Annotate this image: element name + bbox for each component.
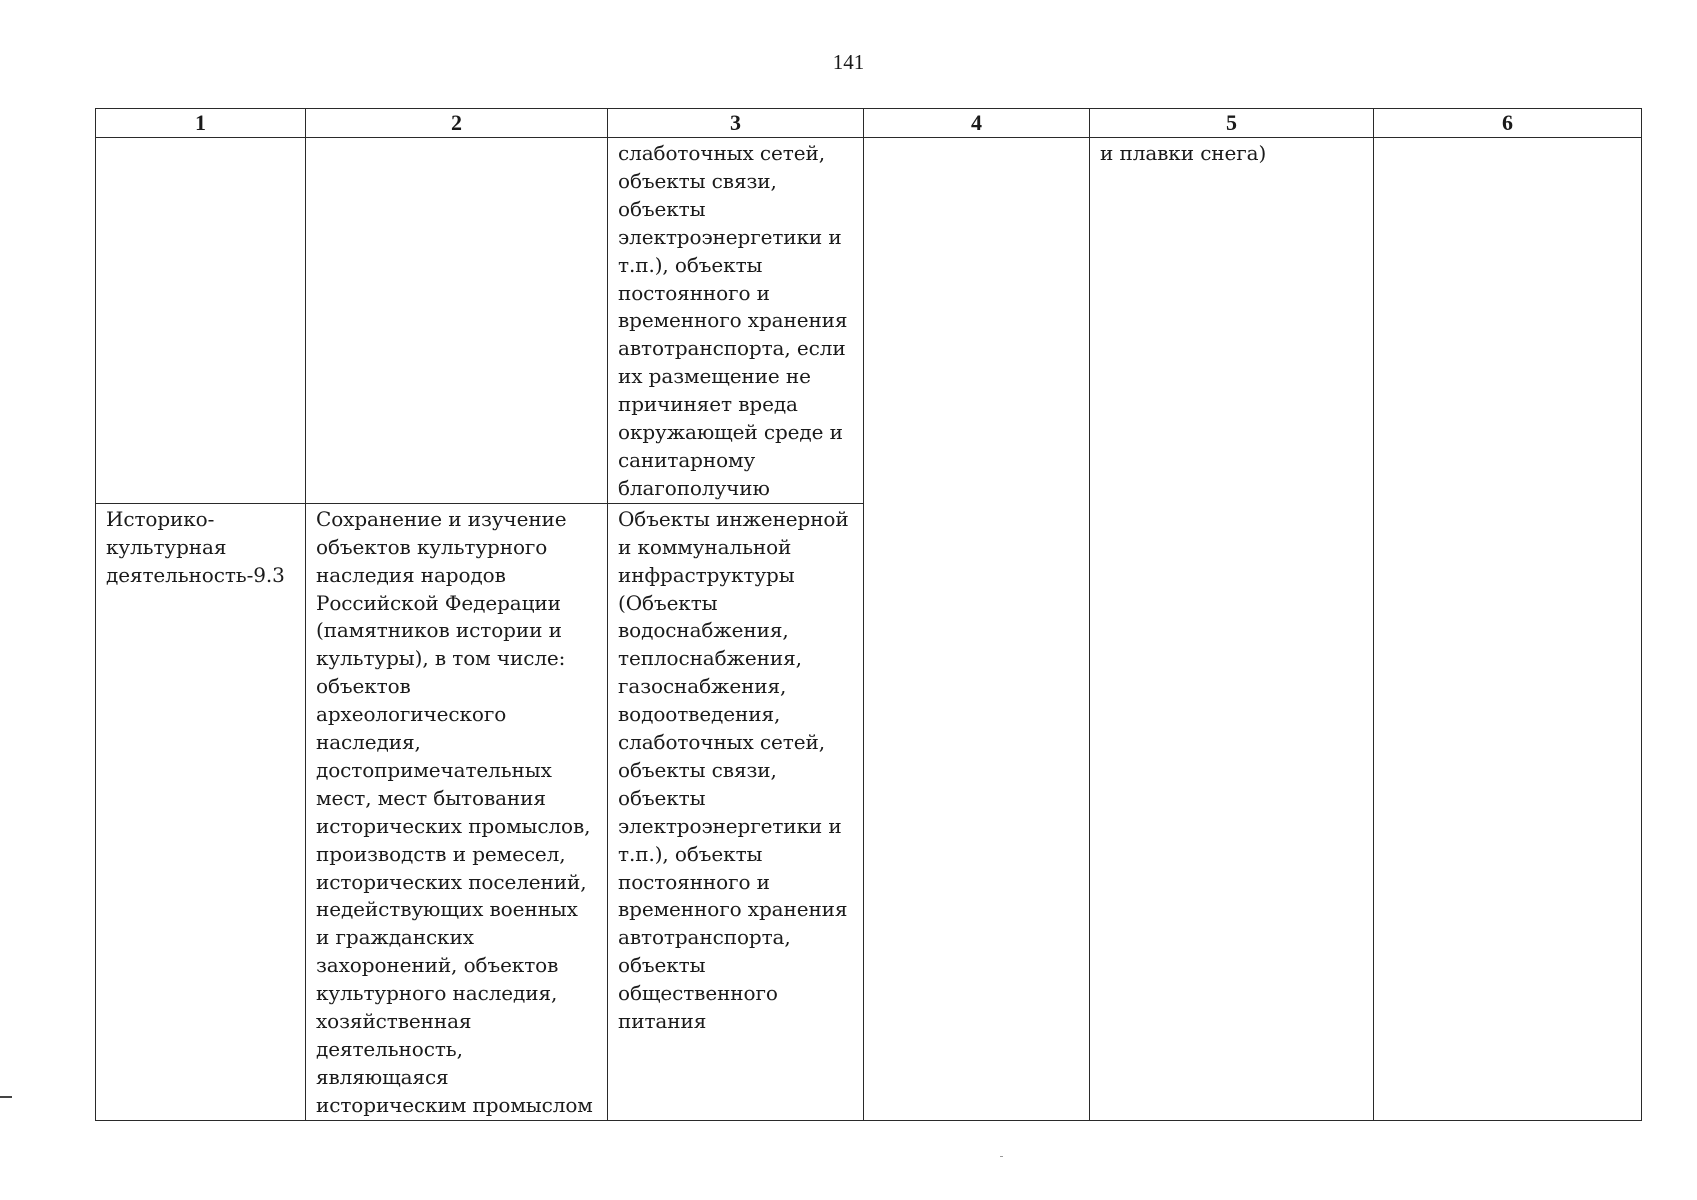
cell-text: [864, 138, 1089, 140]
table-row: [96, 138, 1642, 504]
cell-text: слаботочных сетей, объекты связи, объекты электроэнергетики и т.п.), объекты постоянного и временного хранения автотранспорта, если их размещение не причиняет вреда окружающей среде и санитарному благополучию: [618, 141, 848, 500]
cell-text: Историко- культурная деятельность-9.3: [106, 506, 285, 587]
cell-text: [96, 138, 305, 140]
cell-row2-col1: [96, 503, 306, 1120]
cell-text: [306, 138, 607, 140]
land-use-table: [95, 108, 1642, 1121]
header-col-2: 2: [306, 109, 608, 138]
header-col-5: 5: [1090, 109, 1374, 138]
cell-row2-col3: [608, 503, 864, 1120]
margin-scan-mark: [0, 1096, 12, 1098]
cell-text: и плавки снега): [1100, 141, 1267, 165]
cell-text: Сохранение и изучение объектов культурного наследия народов Российской Федерации (памятников истории и культуры), в том числе: объектов археологического наследия, достопримечательных мест, мест бытования исторических промыслов, производств и ремесел, исторических поселений, недействующих военных и гражданских захоронений, объектов культурного наследия, хозяйственная деятельность, являющаяся историческим промыслом: [316, 506, 593, 1117]
cell-row2-col2: [306, 503, 608, 1120]
cell-text: Объекты инженерной и коммунальной инфраструктуры (Объекты водоснабжения, теплоснабжения, газоснабжения, водоотведения, слаботочных сетей, объекты связи, объекты электроэнергетики и т.п.), объекты постоянного и временного хранения автотранспорта, объекты общественного питания: [618, 506, 849, 1034]
header-col-3: 3: [608, 109, 864, 138]
scan-speck: [1000, 1156, 1003, 1157]
header-col-4: 4: [864, 109, 1090, 138]
cell-row1-col3: [608, 138, 864, 504]
header-col-1: 1: [96, 109, 306, 138]
cell-row1-col4: [864, 138, 1090, 1121]
cell-row1-col6: [1374, 138, 1642, 1121]
page-number: 141: [832, 50, 865, 74]
header-col-6: 6: [1374, 109, 1642, 138]
header-row: [96, 109, 1642, 138]
cell-row1-col1: [96, 138, 306, 504]
cell-text: [1374, 138, 1641, 140]
cell-row1-col5: [1090, 138, 1374, 1121]
cell-row1-col2: [306, 138, 608, 504]
